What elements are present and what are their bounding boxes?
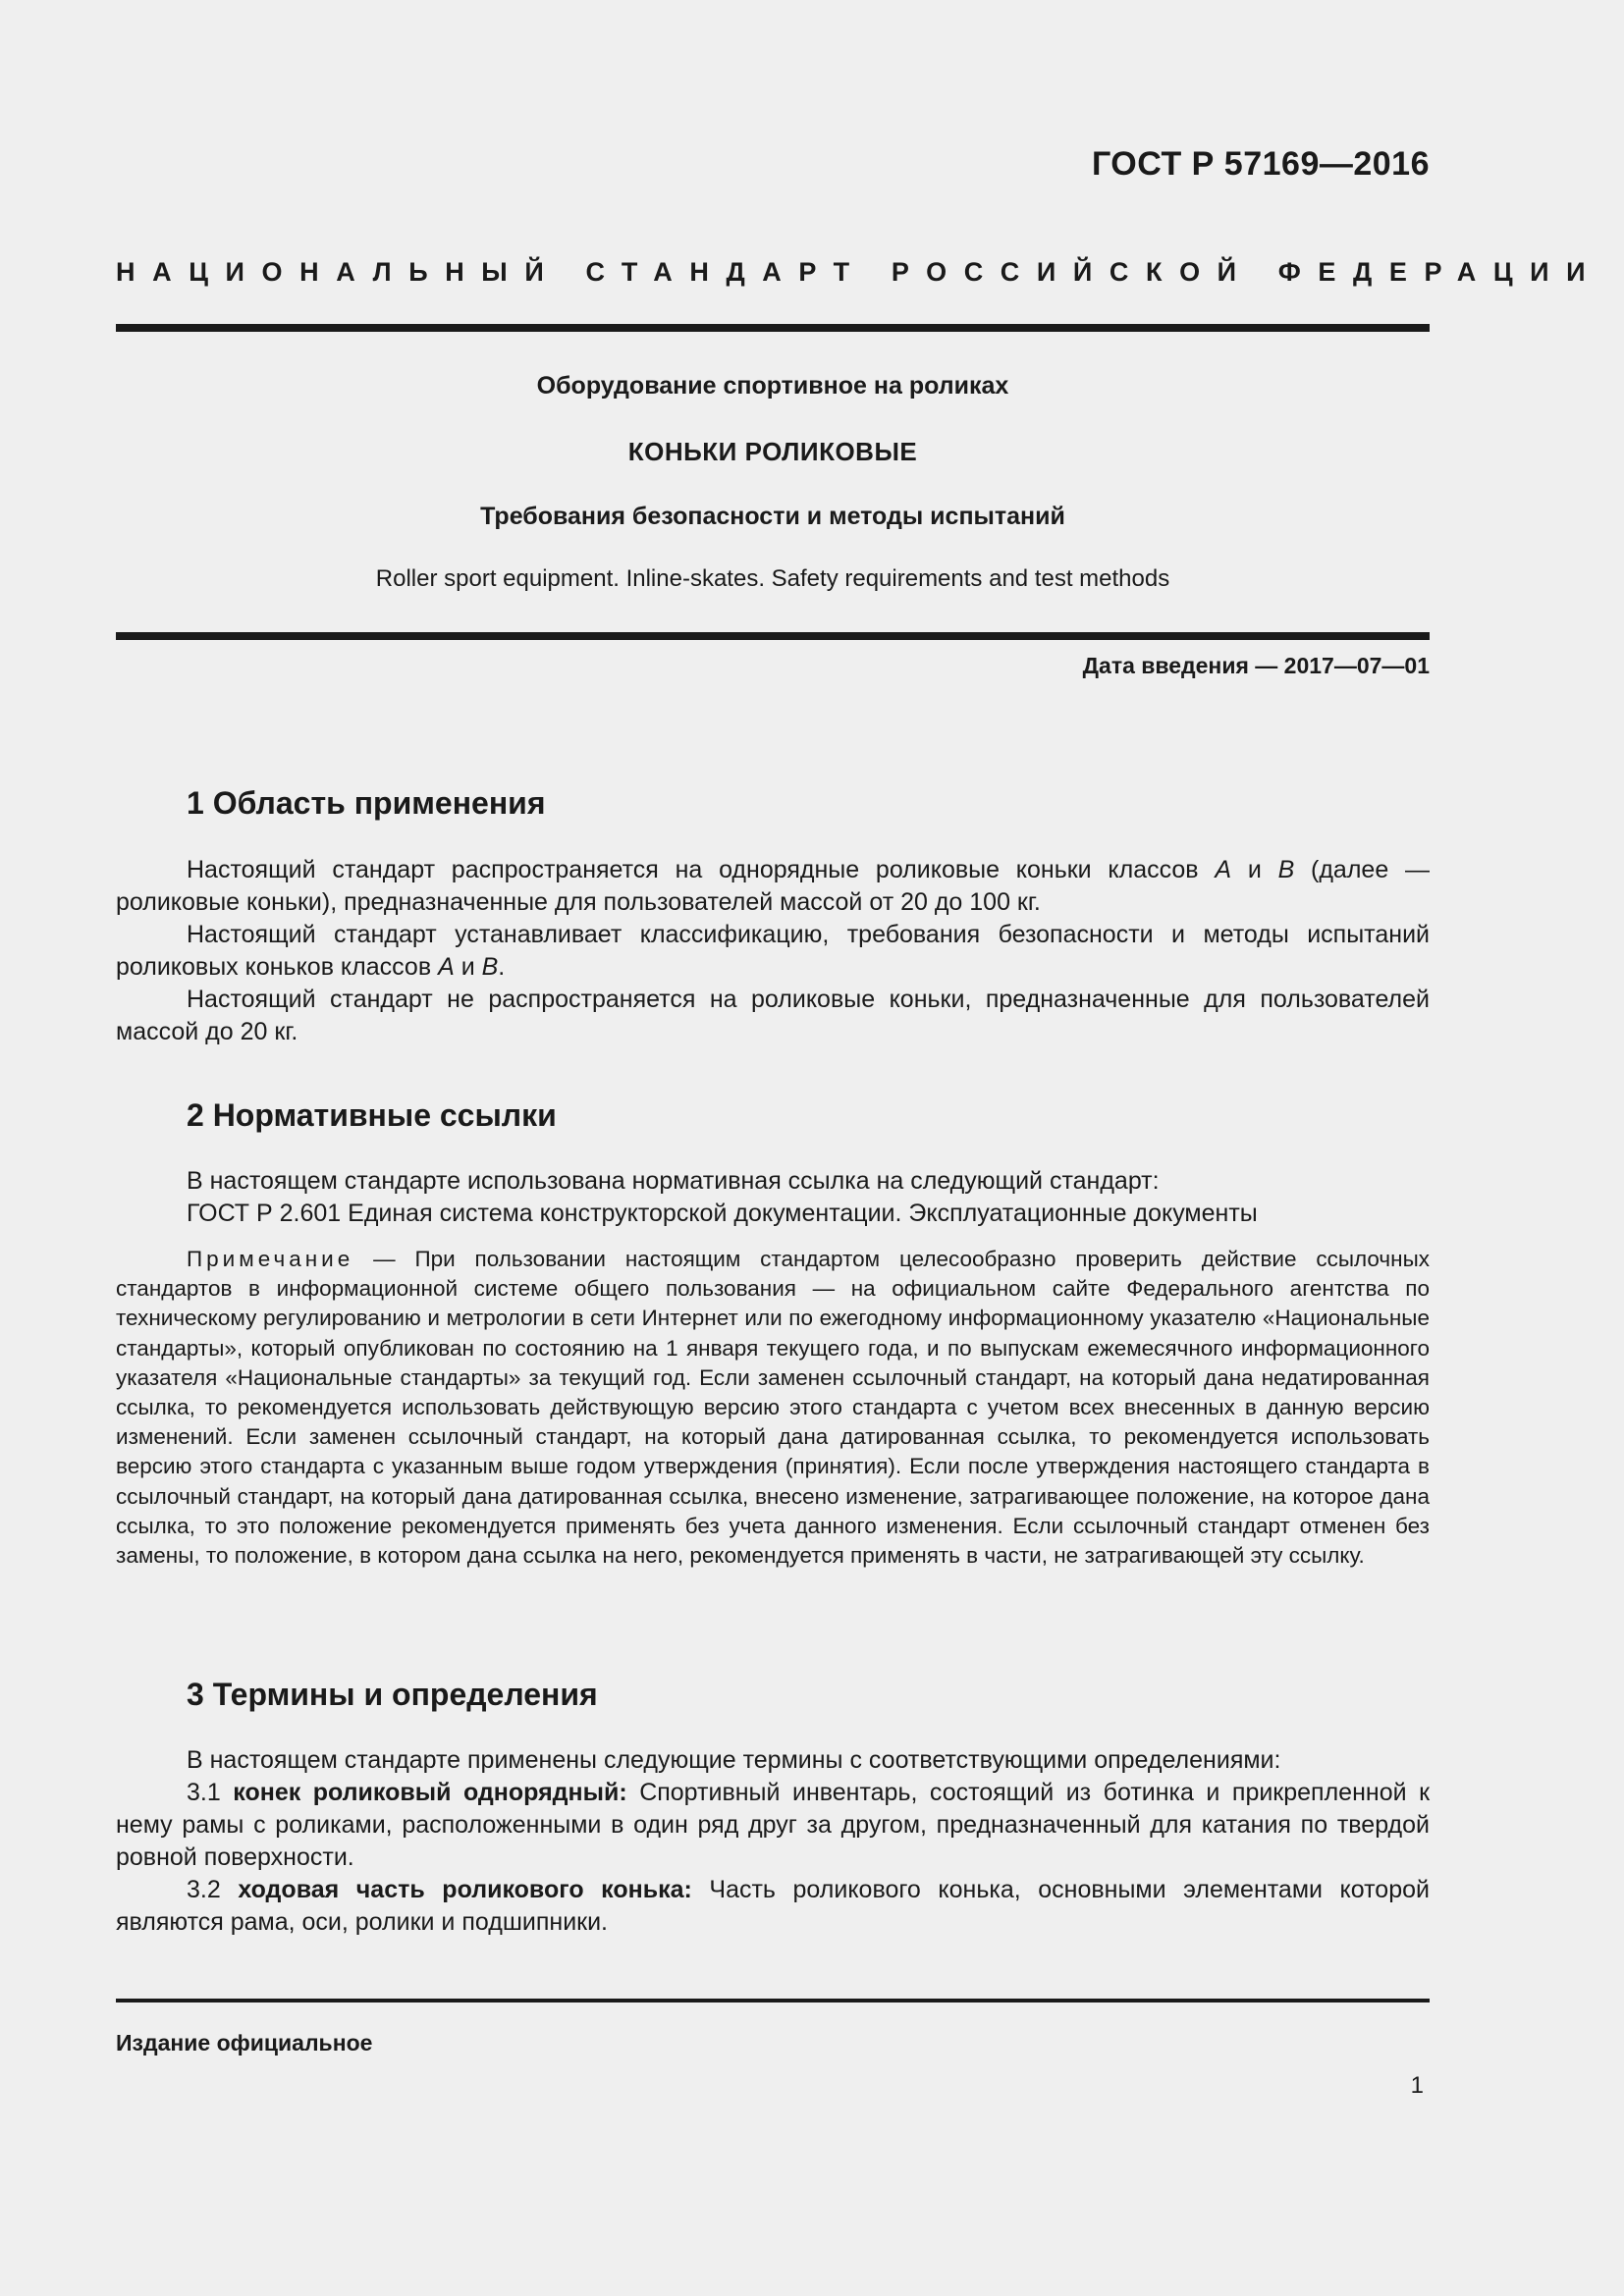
section-2-note	[116, 1245, 1430, 1571]
english-title: Roller sport equipment. Inline-skates. Safety requirements and test methods	[375, 565, 1170, 592]
top-rule	[116, 324, 1430, 332]
class-b-label: В	[1277, 856, 1295, 883]
section-2-reference: ГОСТ Р 2.601 Единая система конструкторской документации. Эксплуатационные документы	[187, 1200, 1258, 1227]
footer-rule	[116, 1999, 1430, 2002]
paragraph-text: .	[498, 953, 506, 981]
document-page	[116, 0, 1603, 2296]
class-a-label: А	[1215, 856, 1232, 883]
section-1-paragraph-3: Настоящий стандарт не распространяется на роликовые коньки, предназначенные для пользователей массой до 20 кг.	[116, 986, 1430, 1045]
note-text: — При пользовании настоящим стандартом целесообразно проверить действие ссылочных стандартов в информационной системе общего пользования — на официальном сайте Федерального агентства по техническому регулированию и метрологии в сети Интернет или по ежегодному информационному указателю «Национальные стандарты», который опубликован по состоянию на 1 января текущего года, и по выпускам ежемесячного информационного указателя «Национальные стандарты» за текущий год. Если заменен ссылочный стандарт, на который дана недатированная ссылка, то рекомендуется использовать действующую версию этого стандарта с учетом всех внесенных в данную версию изменений. Если заменен ссылочный стандарт, на который дана датированная ссылка, то рекомендуется использовать версию этого стандарта с указанным выше годом утверждения (принятия). Если после утверждения настоящего стандарта в ссылочный стандарт, на который дана датированная ссылка, внесено изменение, затрагивающее положение, на которое дана ссылка, то это положение рекомендуется применять без учета данного изменения. Если ссылочный стандарт отменен без замены, то положение, в котором дана ссылка на него, рекомендуется применять в части, не затрагивающей эту ссылку.	[116, 1247, 1430, 1569]
term-name: ходовая часть роликового конька:	[238, 1876, 692, 1903]
title-line-1: Оборудование спортивное на роликах	[536, 372, 1009, 400]
term-3-2	[116, 1874, 1430, 1939]
section-1-title: 1 Область применения	[187, 785, 546, 821]
term-number: 3.1	[187, 1779, 234, 1806]
official-edition-label: Издание официальное	[116, 2030, 373, 2056]
section-2-paragraph-1: В настоящем стандарте использована нормативная ссылка на следующий стандарт:	[187, 1167, 1160, 1195]
section-1-paragraph-1	[116, 854, 1430, 919]
term-number: 3.2	[187, 1876, 239, 1903]
term-definition: Спортивный инвентарь, состоящий из ботинка и прикрепленной к нему рамы с роликами, расположенными в один ряд друг за другом, предназначенный для катания по твердой ровной поверхности.	[116, 1779, 1431, 1871]
section-3-title: 3 Термины и определения	[187, 1677, 598, 1712]
paragraph-text: Настоящий стандарт распространяется на однорядные роликовые коньки классов	[187, 856, 1216, 883]
section-1-paragraph-2	[116, 919, 1430, 984]
national-standard-header: НАЦИОНАЛЬНЫЙ СТАНДАРТ РОССИЙСКОЙ ФЕДЕРАЦИИ	[116, 257, 1603, 287]
paragraph-text: и	[1231, 856, 1278, 883]
class-a-label: А	[438, 953, 455, 981]
term-name: конек роликовый однорядный:	[233, 1779, 627, 1806]
paragraph-text: Настоящий стандарт устанавливает классификацию, требования безопасности и методы испытаний роликовых коньков классов	[116, 921, 1430, 981]
title-line-3: Требования безопасности и методы испытаний	[480, 503, 1065, 530]
paragraph-text: и	[454, 953, 482, 981]
section-2-title: 2 Нормативные ссылки	[187, 1097, 557, 1133]
note-label: Примечание	[187, 1247, 354, 1271]
title-bottom-rule	[116, 632, 1430, 640]
title-line-2: КОНЬКИ РОЛИКОВЫЕ	[627, 437, 918, 466]
page-number: 1	[1410, 2072, 1424, 2099]
introduction-date: Дата введения — 2017—07—01	[1082, 653, 1430, 678]
section-3-paragraph-1: В настоящем стандарте применены следующие термины с соответствующими определениями:	[187, 1746, 1281, 1774]
document-code: ГОСТ Р 57169—2016	[1091, 145, 1430, 183]
term-definition: Часть роликового конька, основными элементами которой являются рама, оси, ролики и подшипники.	[116, 1876, 1430, 1936]
paragraph-text: (далее — роликовые коньки), предназначенные для пользователей массой от 20 до 100 кг.	[116, 856, 1431, 916]
class-b-label: В	[481, 953, 499, 981]
term-3-1	[116, 1777, 1430, 1874]
